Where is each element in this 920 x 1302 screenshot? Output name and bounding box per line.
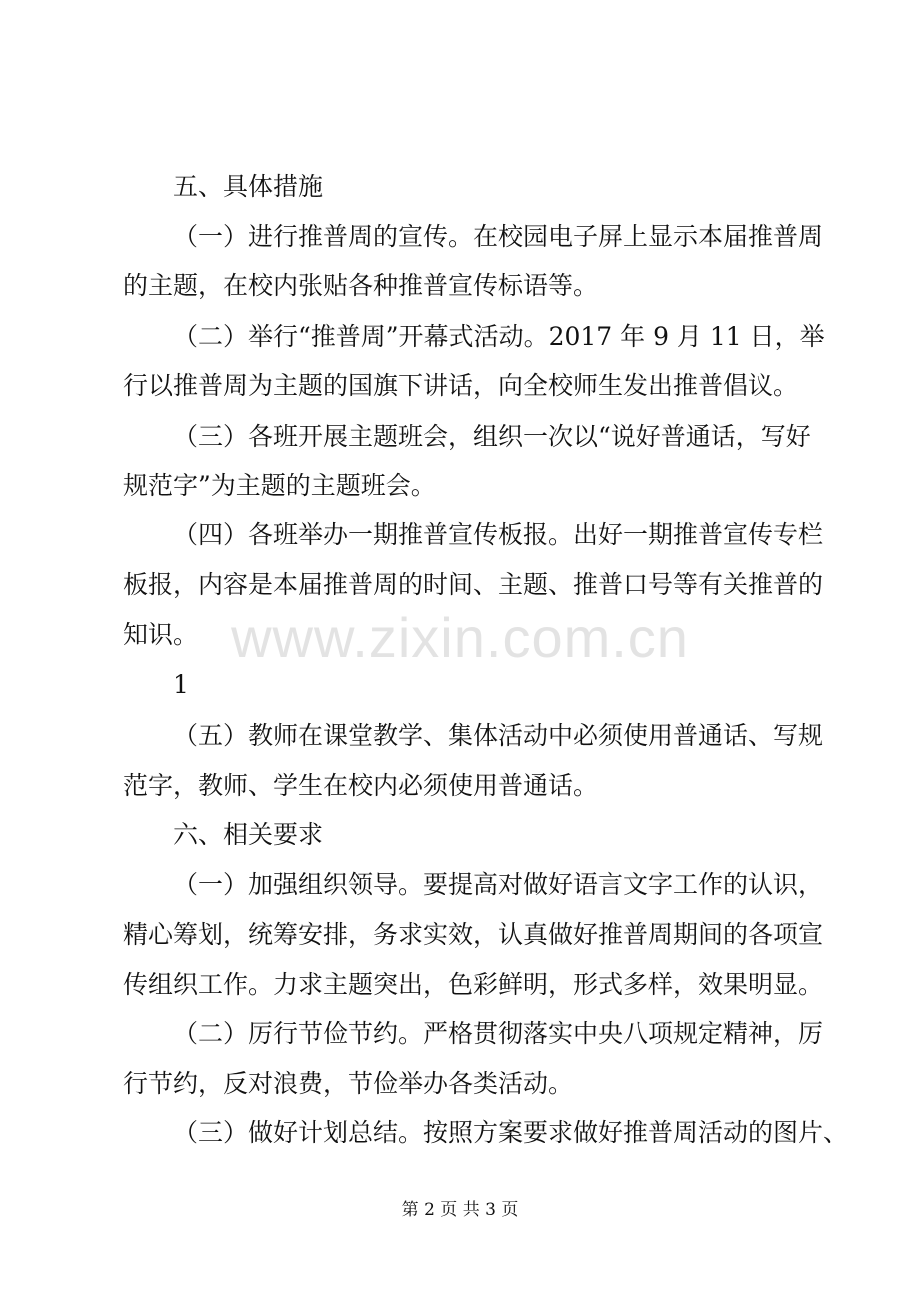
paragraph-line: 知识。 [123, 620, 199, 649]
paragraph-line: 精心筹划，统筹安排，务求实效，认真做好推普周期间的各项宣 [123, 920, 824, 949]
paragraph-line: 板报，内容是本届推普周的时间、主题、推普口号等有关推普的 [123, 570, 824, 599]
paragraph-line: （四）各班举办一期推普宣传板报。出好一期推普宣传专栏 [173, 520, 824, 549]
paragraph-line: 范字，教师、学生在校内必须使用普通话。 [123, 771, 599, 800]
inline-page-number: 1 [173, 670, 189, 699]
heading-section-5: 五、具体措施 [173, 172, 324, 201]
page-footer: 第 2 页 共 3 页 [401, 1200, 519, 1220]
paragraph-line: 行以推普周为主题的国旗下讲话，向全校师生发出推普倡议。 [123, 371, 799, 400]
paragraph-line: （二）举行“推普周”开幕式活动。2017 年 9 月 11 日，举 [173, 322, 825, 351]
watermark: www.zixin.com.cn [231, 606, 689, 669]
paragraph-line: 传组织工作。力求主题突出，色彩鲜明，形式多样，效果明显。 [123, 970, 824, 999]
paragraph-line: （三）各班开展主题班会，组织一次以“说好普通话，写好 [173, 422, 811, 451]
heading-section-6: 六、相关要求 [173, 820, 324, 849]
paragraph-line: 的主题，在校内张贴各种推普宣传标语等。 [123, 271, 599, 300]
paragraph-line: （一）加强组织领导。要提高对做好语言文字工作的认识， [173, 870, 824, 899]
paragraph-line: （五）教师在课堂教学、集体活动中必须使用普通话、写规 [173, 721, 824, 750]
paragraph-line: （三）做好计划总结。按照方案要求做好推普周活动的图片、 [173, 1118, 849, 1147]
paragraph-line: （二）厉行节俭节约。严格贯彻落实中央八项规定精神，厉 [173, 1019, 824, 1048]
paragraph-line: 行节约，反对浪费，节俭举办各类活动。 [123, 1069, 574, 1098]
paragraph-line: （一）进行推普周的宣传。在校园电子屏上显示本届推普周 [173, 222, 824, 251]
paragraph-line: 规范字”为主题的主题班会。 [123, 471, 436, 500]
